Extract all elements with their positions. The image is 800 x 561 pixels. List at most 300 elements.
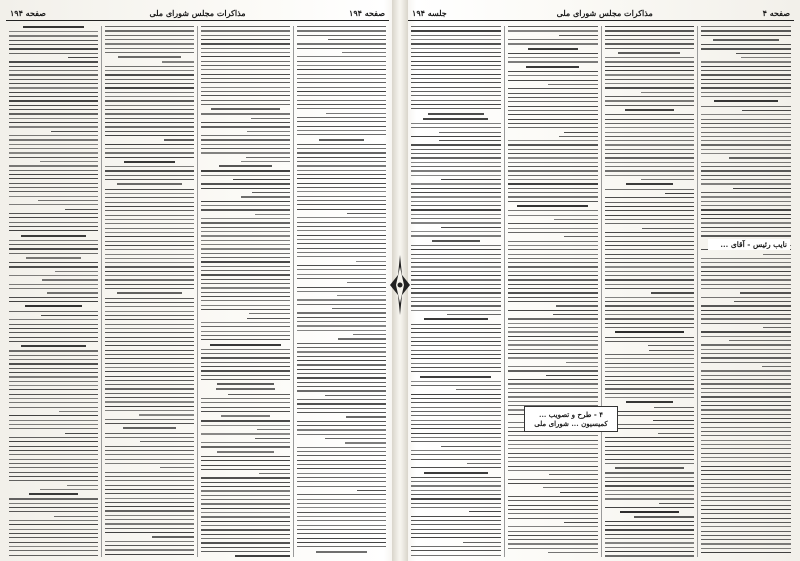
text-line bbox=[9, 472, 98, 473]
text-line bbox=[247, 318, 290, 319]
text-line bbox=[641, 92, 694, 93]
text-line bbox=[714, 100, 778, 102]
text-line bbox=[201, 139, 290, 140]
text-line bbox=[9, 92, 98, 93]
text-line bbox=[411, 149, 501, 150]
text-line bbox=[297, 56, 386, 57]
text-line bbox=[411, 345, 501, 346]
text-line bbox=[162, 61, 194, 62]
text-line bbox=[117, 183, 181, 185]
text-line bbox=[105, 262, 194, 263]
text-line bbox=[9, 48, 98, 49]
text-line bbox=[67, 485, 98, 486]
text-line bbox=[201, 188, 290, 189]
text-line bbox=[201, 135, 290, 136]
text-line bbox=[9, 183, 98, 184]
text-line bbox=[508, 106, 598, 107]
text-line bbox=[701, 401, 791, 402]
text-line bbox=[420, 376, 491, 378]
text-line bbox=[508, 123, 598, 124]
text-line bbox=[605, 266, 695, 267]
text-line bbox=[605, 39, 695, 40]
text-line bbox=[701, 166, 791, 167]
text-line bbox=[411, 485, 501, 486]
text-line bbox=[701, 431, 791, 432]
text-line bbox=[105, 193, 194, 194]
text-line bbox=[201, 499, 290, 500]
text-line bbox=[105, 528, 194, 529]
text-line bbox=[9, 113, 98, 114]
text-line bbox=[347, 282, 386, 283]
text-line bbox=[508, 535, 598, 536]
text-line bbox=[201, 512, 290, 513]
right-header-page-number-left: جلسه ۱۹۴ bbox=[412, 8, 447, 18]
text-line bbox=[508, 344, 598, 345]
right-column-1 bbox=[697, 26, 794, 557]
text-line bbox=[9, 337, 98, 338]
text-line bbox=[9, 191, 98, 192]
text-line bbox=[105, 74, 194, 75]
text-line bbox=[297, 455, 386, 456]
text-line bbox=[9, 275, 98, 276]
text-line bbox=[353, 334, 386, 335]
text-line bbox=[701, 66, 791, 67]
text-line bbox=[326, 113, 386, 114]
text-line bbox=[508, 349, 598, 350]
section-heading: نایب رئیس - آقای ... bbox=[708, 239, 790, 250]
text-line bbox=[9, 385, 98, 386]
text-line bbox=[297, 100, 386, 101]
text-line bbox=[701, 279, 791, 280]
text-line bbox=[201, 48, 290, 49]
text-line bbox=[605, 450, 695, 451]
text-line bbox=[9, 297, 98, 298]
text-line bbox=[701, 444, 791, 445]
text-line bbox=[54, 516, 98, 517]
text-line bbox=[9, 204, 98, 205]
text-line bbox=[297, 460, 386, 461]
text-line bbox=[701, 314, 791, 315]
text-line bbox=[411, 555, 501, 556]
text-line bbox=[105, 284, 194, 285]
text-line bbox=[201, 490, 290, 491]
text-line bbox=[605, 258, 695, 259]
text-line bbox=[641, 179, 694, 180]
text-line bbox=[701, 271, 791, 272]
text-line bbox=[201, 240, 290, 241]
left-column-1 bbox=[293, 26, 389, 557]
text-line bbox=[605, 358, 695, 359]
text-line bbox=[42, 279, 98, 280]
text-line bbox=[701, 175, 791, 176]
text-line bbox=[701, 548, 791, 549]
text-line bbox=[297, 252, 386, 253]
text-line bbox=[508, 232, 598, 233]
text-line bbox=[528, 48, 578, 50]
text-line bbox=[508, 539, 598, 540]
text-line bbox=[105, 376, 194, 377]
text-line bbox=[411, 235, 501, 236]
text-line bbox=[9, 144, 98, 145]
text-line bbox=[741, 57, 791, 58]
text-line bbox=[219, 165, 272, 167]
text-line bbox=[411, 381, 501, 382]
text-line bbox=[508, 353, 598, 354]
text-line bbox=[105, 367, 194, 368]
text-line bbox=[701, 205, 791, 206]
text-line bbox=[605, 162, 695, 163]
text-line bbox=[297, 412, 386, 413]
text-line bbox=[411, 481, 501, 482]
text-line bbox=[605, 459, 695, 460]
text-line bbox=[411, 188, 501, 189]
text-line bbox=[9, 40, 98, 41]
text-line bbox=[9, 454, 98, 455]
text-line bbox=[105, 319, 194, 320]
text-line bbox=[701, 552, 791, 553]
text-line bbox=[297, 152, 386, 153]
text-line bbox=[23, 26, 84, 28]
text-line bbox=[319, 139, 365, 141]
text-line bbox=[297, 356, 386, 357]
text-line bbox=[653, 420, 694, 421]
text-line bbox=[508, 526, 598, 527]
text-line bbox=[411, 266, 501, 267]
text-line bbox=[701, 409, 791, 410]
text-line bbox=[105, 223, 194, 224]
text-line bbox=[701, 543, 791, 544]
text-line bbox=[665, 193, 694, 194]
text-line bbox=[508, 149, 598, 150]
text-line bbox=[297, 373, 386, 374]
text-line bbox=[411, 153, 501, 154]
text-line bbox=[508, 57, 598, 58]
text-line bbox=[411, 411, 501, 412]
text-line bbox=[411, 201, 501, 202]
text-line bbox=[508, 279, 598, 280]
text-line bbox=[201, 425, 290, 426]
text-line bbox=[508, 210, 598, 211]
text-line bbox=[201, 183, 290, 184]
text-line bbox=[549, 474, 597, 475]
text-line bbox=[605, 498, 695, 499]
text-line bbox=[9, 148, 98, 149]
text-line bbox=[201, 309, 290, 310]
text-line bbox=[701, 513, 791, 514]
text-line bbox=[117, 292, 181, 294]
text-line bbox=[297, 161, 386, 162]
text-line bbox=[411, 450, 501, 451]
text-line bbox=[47, 292, 98, 293]
text-line bbox=[297, 239, 386, 240]
text-line bbox=[201, 366, 290, 367]
text-line bbox=[201, 69, 290, 70]
text-line bbox=[701, 179, 791, 180]
text-line bbox=[9, 118, 98, 119]
text-line bbox=[201, 398, 290, 399]
text-line bbox=[508, 119, 598, 120]
text-line bbox=[9, 244, 98, 245]
text-line bbox=[297, 434, 386, 435]
text-line bbox=[605, 105, 695, 106]
text-line bbox=[701, 336, 791, 337]
text-line bbox=[411, 350, 501, 351]
text-line bbox=[118, 56, 181, 58]
text-line bbox=[605, 534, 695, 535]
text-line bbox=[508, 228, 598, 229]
text-line bbox=[9, 105, 98, 106]
text-line bbox=[297, 170, 386, 171]
text-line bbox=[508, 370, 598, 371]
text-line bbox=[105, 96, 194, 97]
text-line bbox=[9, 253, 98, 254]
text-line bbox=[701, 87, 791, 88]
text-line bbox=[411, 550, 501, 551]
text-line bbox=[297, 382, 386, 383]
text-line bbox=[605, 327, 695, 328]
text-line bbox=[9, 174, 98, 175]
text-line bbox=[605, 157, 695, 158]
text-line bbox=[201, 261, 290, 262]
text-line bbox=[9, 100, 98, 101]
text-line bbox=[105, 450, 194, 451]
text-line bbox=[201, 205, 290, 206]
text-line bbox=[508, 543, 598, 544]
text-line bbox=[762, 366, 791, 367]
text-line bbox=[456, 389, 501, 390]
text-line bbox=[701, 170, 791, 171]
text-line bbox=[411, 56, 501, 57]
text-line bbox=[508, 466, 598, 467]
text-line bbox=[411, 87, 501, 88]
text-line bbox=[508, 196, 598, 197]
text-line bbox=[605, 525, 695, 526]
left-header-page-number-left: صفحه ۱۹۴ bbox=[10, 8, 46, 18]
text-line bbox=[297, 364, 386, 365]
text-line bbox=[201, 525, 290, 526]
text-line bbox=[411, 262, 501, 263]
text-line bbox=[508, 500, 598, 501]
text-line bbox=[105, 113, 194, 114]
text-line bbox=[701, 297, 791, 298]
text-line bbox=[297, 30, 386, 31]
text-line bbox=[297, 390, 386, 391]
text-line bbox=[411, 437, 501, 438]
text-line bbox=[508, 241, 598, 242]
text-line bbox=[605, 363, 695, 364]
text-line bbox=[201, 411, 290, 412]
text-line bbox=[325, 438, 386, 439]
text-line bbox=[605, 521, 695, 522]
text-line bbox=[255, 214, 290, 215]
text-line bbox=[701, 396, 791, 397]
text-line bbox=[411, 529, 501, 530]
text-line bbox=[508, 340, 598, 341]
text-line bbox=[345, 442, 386, 443]
text-line bbox=[508, 548, 598, 549]
text-line bbox=[548, 552, 597, 553]
text-line bbox=[701, 196, 791, 197]
text-line bbox=[9, 284, 98, 285]
text-line bbox=[701, 162, 791, 163]
text-line bbox=[201, 542, 290, 543]
text-line bbox=[297, 74, 386, 75]
text-line bbox=[508, 30, 598, 31]
text-line bbox=[9, 170, 98, 171]
text-line bbox=[297, 226, 386, 227]
text-line bbox=[297, 386, 386, 387]
text-line bbox=[508, 71, 598, 72]
text-line bbox=[9, 537, 98, 538]
text-line bbox=[9, 407, 98, 408]
text-line bbox=[701, 509, 791, 510]
text-line bbox=[9, 524, 98, 525]
text-line bbox=[411, 420, 501, 421]
text-line bbox=[508, 258, 598, 259]
text-line bbox=[508, 162, 598, 163]
text-line bbox=[297, 325, 386, 326]
text-line bbox=[105, 254, 194, 255]
text-line bbox=[508, 114, 598, 115]
text-line bbox=[605, 153, 695, 154]
text-line bbox=[9, 35, 98, 36]
text-line bbox=[211, 108, 279, 110]
text-line bbox=[508, 157, 598, 158]
text-line bbox=[201, 222, 290, 223]
text-line bbox=[605, 551, 695, 552]
text-line bbox=[201, 287, 290, 288]
text-line bbox=[105, 523, 194, 524]
text-line bbox=[105, 515, 194, 516]
text-line bbox=[297, 269, 386, 270]
text-line bbox=[605, 132, 695, 133]
text-line bbox=[105, 26, 194, 27]
text-line bbox=[297, 248, 386, 249]
text-line bbox=[201, 175, 290, 176]
text-line bbox=[9, 332, 98, 333]
text-line bbox=[297, 230, 386, 231]
text-line bbox=[701, 483, 791, 484]
text-line bbox=[411, 258, 501, 259]
text-line bbox=[411, 433, 501, 434]
text-line bbox=[105, 219, 194, 220]
text-line bbox=[701, 26, 791, 27]
text-line bbox=[105, 87, 194, 88]
text-line bbox=[297, 425, 386, 426]
text-line bbox=[9, 311, 98, 312]
text-line bbox=[105, 510, 194, 511]
text-line bbox=[508, 53, 598, 54]
text-line bbox=[605, 284, 695, 285]
text-line bbox=[411, 415, 501, 416]
text-line bbox=[605, 197, 695, 198]
text-line bbox=[210, 344, 280, 346]
text-line bbox=[105, 66, 194, 67]
text-line bbox=[297, 291, 386, 292]
text-line bbox=[201, 231, 290, 232]
text-line bbox=[411, 104, 501, 105]
text-line bbox=[140, 441, 194, 442]
text-line bbox=[424, 318, 489, 320]
text-line bbox=[411, 424, 501, 425]
text-line bbox=[201, 52, 290, 53]
text-line bbox=[297, 421, 386, 422]
text-line bbox=[297, 481, 386, 482]
text-line bbox=[41, 315, 98, 316]
text-line bbox=[605, 529, 695, 530]
text-line bbox=[297, 191, 386, 192]
text-line bbox=[411, 407, 501, 408]
text-line bbox=[297, 542, 386, 543]
text-line bbox=[201, 305, 290, 306]
text-line bbox=[411, 546, 501, 547]
text-line bbox=[217, 451, 275, 453]
text-line bbox=[9, 555, 98, 556]
text-line bbox=[701, 414, 791, 415]
text-line bbox=[508, 461, 598, 462]
text-line bbox=[105, 554, 194, 555]
text-line bbox=[605, 70, 695, 71]
text-line bbox=[9, 213, 98, 214]
text-line bbox=[328, 39, 386, 40]
text-line bbox=[105, 100, 194, 101]
text-line bbox=[105, 498, 194, 499]
text-line bbox=[411, 48, 501, 49]
text-line bbox=[297, 347, 386, 348]
text-line bbox=[605, 437, 695, 438]
text-line bbox=[701, 44, 791, 45]
text-line bbox=[564, 236, 598, 237]
text-line bbox=[701, 388, 791, 389]
text-line bbox=[105, 232, 194, 233]
text-line bbox=[423, 118, 488, 120]
text-line bbox=[201, 113, 290, 114]
text-line bbox=[105, 275, 194, 276]
text-line bbox=[9, 70, 98, 71]
text-line bbox=[701, 144, 791, 145]
text-line bbox=[605, 127, 695, 128]
text-line bbox=[605, 297, 695, 298]
text-line bbox=[201, 39, 290, 40]
text-line bbox=[105, 358, 194, 359]
text-line bbox=[221, 415, 269, 417]
text-line bbox=[605, 232, 695, 233]
text-line bbox=[9, 96, 98, 97]
text-line bbox=[411, 454, 501, 455]
text-line bbox=[553, 314, 598, 315]
text-line bbox=[201, 353, 290, 354]
text-line bbox=[605, 271, 695, 272]
text-line bbox=[605, 43, 695, 44]
text-line bbox=[508, 327, 598, 328]
text-line bbox=[9, 529, 98, 530]
text-line bbox=[411, 477, 501, 478]
text-line bbox=[9, 44, 98, 45]
text-line bbox=[297, 48, 386, 49]
text-line bbox=[411, 459, 501, 460]
text-line bbox=[701, 448, 791, 449]
text-line bbox=[201, 148, 290, 149]
text-line bbox=[297, 351, 386, 352]
text-line bbox=[559, 136, 598, 137]
text-line bbox=[543, 487, 597, 488]
right-page-header bbox=[408, 6, 794, 21]
left-page bbox=[6, 6, 389, 557]
text-line bbox=[105, 393, 194, 394]
text-line bbox=[105, 472, 194, 473]
text-line bbox=[325, 395, 386, 396]
left-header-page-number-right: صفحه ۱۹۴ bbox=[349, 8, 385, 18]
